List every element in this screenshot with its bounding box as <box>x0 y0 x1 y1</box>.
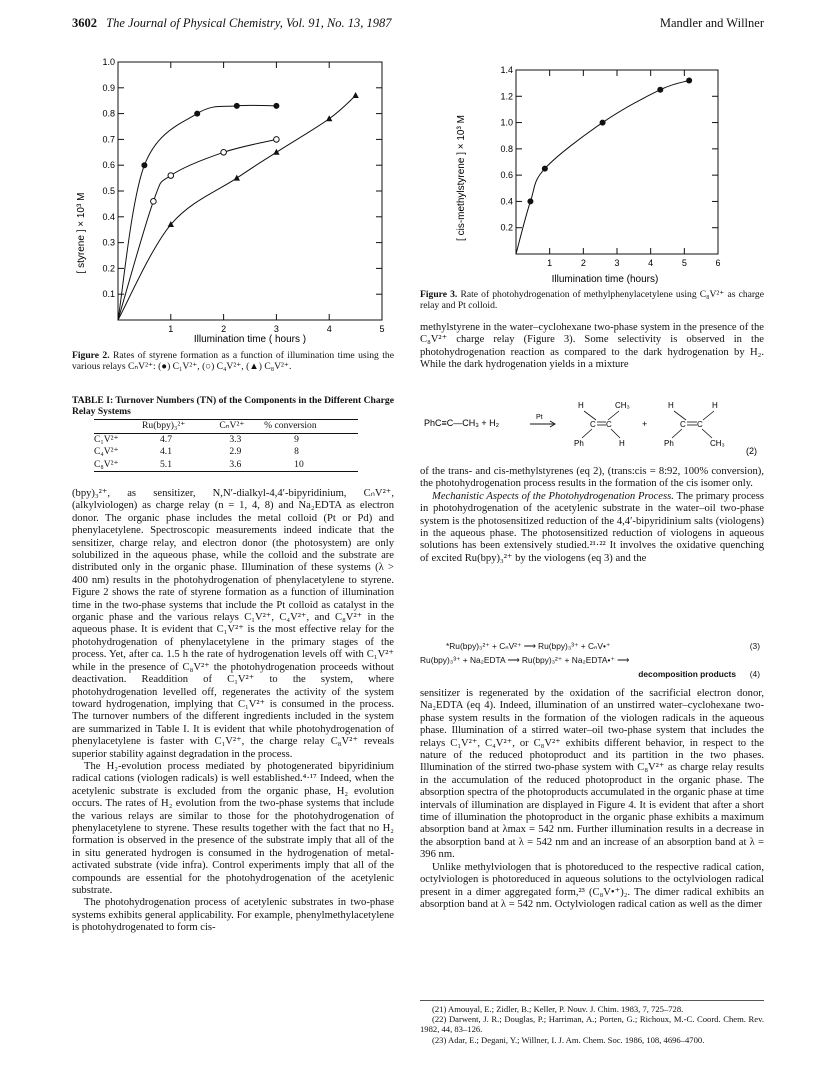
journal-title: The Journal of Physical Chemistry, Vol. 91, No. 13, 1987 <box>106 16 392 30</box>
eq4-number: (4) <box>749 669 760 679</box>
y-tick-label: 1.2 <box>500 91 513 102</box>
table-cell: 5.1 <box>160 458 172 470</box>
data-point <box>657 87 663 93</box>
eq2-catalyst: Pt <box>536 414 543 421</box>
table-header <box>94 420 142 433</box>
svg-text:H: H <box>619 439 625 448</box>
table-cell: C₈V²⁺ <box>94 458 119 470</box>
equation-4-products: decomposition products <box>638 669 736 679</box>
data-point <box>221 150 227 156</box>
reference-item: (23) Adar, E.; Degani, Y.; Willner, I. J. Am. Chem. Soc. 1986, 108, 4696–4700. <box>432 1034 705 1045</box>
page-header <box>72 16 764 34</box>
table-row <box>94 446 358 458</box>
paragraph: The H₂-evolution process mediated by photogenerated bipyridinium radical cations (viologen radicals) is well established.⁴·¹⁷ Indeed, when the acetylenic substrate is excluded from the organic phase, H₂ evolution occurs. The rates of H₂ evolution from the two-phase systems that include the various relays are similar to those for the photohydrogenation of phenylacetylene to styrene. These results together with the fact that no H₂ formation is observed in the presence of the substrate imply that all of the in situ generated hydrogen is consumed in the hydrogenation of metal-activated substrate (vide infra). Control experiments imply that all of the compounds are essential for the photohydrogenation of the acetylenic substrate. <box>72 760 394 896</box>
reference-item: (22) Darwent, J. R.; Douglas, P.; Harriman, A.; Porten, G.; Richoux, M.-C. Coord. Chem. Rev. 1982, 44, 83–126. <box>420 1014 764 1035</box>
reference-item: (21) Amouyal, E.; Zidler, B.; Keller, P. Nouv. J. Chim. 1983, 7, 725–728. <box>432 1004 684 1014</box>
paragraph: Unlike methylviologen that is photoreduced to the respective radical cation, octylviologen is photoreduced in aqueous solutions to the octylviologen radical present in a dimer aggregated form,²³ (C₈V•⁺)₂. The dimer radical exhibits an absorption band at λ = 542 nm. Octylviologen radical cation as well as the dimer <box>420 861 764 910</box>
y-tick-label: 0.4 <box>102 211 115 222</box>
y-tick-label: 0.8 <box>500 143 513 154</box>
left-column-text <box>72 488 394 935</box>
y-tick-label: 1.0 <box>102 57 115 67</box>
svg-text:CH₃: CH₃ <box>615 401 630 410</box>
paragraph <box>420 491 764 565</box>
svg-text:H: H <box>578 401 584 410</box>
x-tick-label: 1 <box>168 324 174 334</box>
table-1-title: TABLE I: Turnover Numbers (TN) of the Components in the Different Charge Relay Systems <box>72 395 394 418</box>
svg-text:H: H <box>668 401 674 410</box>
data-point <box>686 78 692 84</box>
data-point <box>527 198 533 204</box>
references <box>420 1000 764 1045</box>
data-point <box>168 173 174 179</box>
table-cell: 8 <box>294 446 299 458</box>
paragraph: of the trans- and cis-methylstyrenes (eq 2), (trans:cis = 8:92, 100% conversion), the photohydrogenation process results in the formation of the cis isomer only. <box>420 466 764 490</box>
cis-methylstyrene-structure <box>574 401 630 448</box>
table-cell: 4.7 <box>160 433 172 445</box>
y-tick-label: 0.9 <box>102 82 115 93</box>
table-cell: C₁V²⁺ <box>94 433 119 445</box>
table-cell: 3.3 <box>229 433 242 445</box>
data-point <box>141 162 147 168</box>
data-point <box>234 175 240 181</box>
authors: Mandler and Willner <box>659 16 764 30</box>
y-tick-label: 1.0 <box>500 117 513 128</box>
equation-3: *Ru(bpy)₃²⁺ + CₙV²⁺ ⟶ Ru(bpy)₃³⁺ + CₙV•⁺ <box>446 641 611 651</box>
plus-sign: + <box>642 419 648 429</box>
right-column-text-bottom <box>420 688 764 911</box>
y-tick-label: 0.8 <box>102 108 115 119</box>
data-point <box>326 115 332 121</box>
y-tick-label: 0.6 <box>102 160 115 171</box>
x-tick-label: 5 <box>379 324 385 334</box>
paragraph: sensitizer is regenerated by the oxidation of the sacrificial electron donor, Na₂EDTA (eq 4). Indeed, illumination of an unstirred water–cyclohexane two-phase system results in the formation of the viologen radicals in the aqueous phase. Illumination of a stirred water–oil two-phase system that includes the relays C₁V²⁺, C₄V²⁺, or C₈V²⁺ exhibits different behavior, in respect to the nature of the reduced photoproduct and its partition in the two phases. Illumination of the stirred two-phase system with C₈V²⁺ as charge relay results in the accumulation of the reduced photoproduct in the organic phase. The absorption spectra of the photoproducts accumulated in the organic phase at time intervals of illumination are displayed in Figure 4. It is evident that after a short time of illumination the photoproduct in the organic phase exhibits a maximum absorption band at λmax = 542 nm. Further illumination results in a decrease in the absorption band at λ = 542 nm and an increase of an absorption band at λ = 396 nm. <box>420 688 764 861</box>
figure-2-ylabel: [ styrene ] × 10³ M <box>76 192 87 274</box>
y-tick-label: 0.1 <box>102 289 115 300</box>
data-point <box>542 166 548 172</box>
series-line <box>118 96 356 320</box>
paragraph: (bpy)₃²⁺, as sensitizer, N,N′-dialkyl-4,4′-bipyridinium, CₙV²⁺, (alkylviologen) as charge relay (n = 1, 4, 8) and Na₂EDTA as electron donor. The organic phase includes the metal colloid (Pt or Pd) and phenylacetylene. Spectroscopic measurements indeed indicate that the sensitizer, charge relay, and electron donor (the photosystem) are only solubilized in the aqueous phase, while the colloid and the substrate are distributed only in the organic phase. Illumination of these systems (λ > 400 nm) results in the photohydrogenation of phenylacetylene to styrene. Figure 2 shows the rate of styrene formation as a function of illumination time in the two-phase systems that include the Pt colloid as catalyst in the organic phase and the various relays C₁V²⁺, C₄V²⁺, and C₈V²⁺ in the aqueous phase. It is evident that C₁V²⁺ is the most effective relay for the photohydrogenation of phenylacetylene in the primary stages of the process. Yet, after ca. 1.5 h the rate of hydrogenation levels off with C₁V²⁺ while in the presence of C₈V²⁺ the photohydrogenation proceeds without deactivation. Readdition of C₁V²⁺ to the system, where photohydrogenation levelled off, regenerates the activity of the system toward hydrogenation, implying that C₁V²⁺ is consumed in the process. The turnover numbers of the different ingredients included in the system are summarized in Table I. It is evident that while photohydrogenation of phenylacetylene is faster with C₁V²⁺, the charge relay C₈V²⁺ reveals superior stability against degradation in the process. <box>72 488 394 760</box>
figure-3-ylabel: [ cis-methylstyrene ] × 10³ M <box>456 115 467 241</box>
y-tick-label: 0.5 <box>102 186 115 196</box>
eq3-number: (3) <box>749 641 760 651</box>
table-cell: 2.9 <box>229 446 242 458</box>
table-header: Ru(bpy)₃²⁺ <box>142 420 186 432</box>
svg-text:Ph: Ph <box>664 439 674 448</box>
y-tick-label: 0.3 <box>102 237 115 248</box>
table-1 <box>72 395 394 472</box>
x-tick-label: 1 <box>547 258 553 268</box>
figure-2-caption-label: Figure 2. <box>72 350 110 361</box>
table-header: % conversion <box>264 420 317 432</box>
svg-text:C: C <box>697 420 703 429</box>
y-tick-label: 0.2 <box>500 222 513 233</box>
paragraph: The photohydrogenation process of acetylenic substrates in two-phase systems exhibits general applicability. For example, phenylmethylacetylene is photohydrogenated to form cis- <box>72 897 394 934</box>
table-cell: 10 <box>294 458 304 470</box>
table-row <box>94 433 358 446</box>
figure-2-chart <box>72 48 394 348</box>
table-cell: 4.1 <box>160 446 172 458</box>
table-cell: C₄V²⁺ <box>94 446 119 458</box>
eq2-reactants: PhC≡C—CH₃ + H₂ <box>424 418 500 428</box>
eq2-number: (2) <box>746 446 757 456</box>
figure-2-xlabel: Illumination time ( hours ) <box>193 334 307 345</box>
y-tick-label: 1.4 <box>500 65 513 75</box>
x-tick-label: 2 <box>580 258 586 268</box>
svg-text:CH₃: CH₃ <box>710 439 725 448</box>
table-row <box>94 459 358 472</box>
x-tick-label: 4 <box>326 324 332 334</box>
svg-text:Ph: Ph <box>574 439 584 448</box>
data-point <box>151 199 157 205</box>
data-point <box>273 149 279 155</box>
figure-3-caption <box>420 289 764 311</box>
equation-4: Ru(bpy)₃³⁺ + Na₂EDTA ⟶ Ru(bpy)₃²⁺ + Na₂EDTA•⁺ ⟶ <box>420 655 630 665</box>
table-cell: 9 <box>294 433 299 445</box>
svg-text:C: C <box>606 420 612 429</box>
x-tick-label: 5 <box>681 258 687 268</box>
data-point <box>352 92 358 98</box>
data-point <box>234 103 240 109</box>
svg-text:C: C <box>590 420 596 429</box>
x-tick-label: 3 <box>273 324 279 334</box>
x-tick-label: 6 <box>715 258 721 268</box>
figure-2-caption-text: Rates of styrene formation as a function of illumination time using the various relays CₙV²⁺: (●) C₁V²⁺, (○) C₄V²⁺, (▲) C₈V²⁺. <box>72 350 394 373</box>
series-line <box>118 105 276 320</box>
section-title: Mechanistic Aspects of the Photohydrogenation Process. <box>432 490 674 502</box>
x-tick-label: 3 <box>614 258 620 268</box>
data-point <box>194 111 200 117</box>
page-number: 3602 <box>72 16 97 30</box>
y-tick-label: 0.6 <box>500 170 513 181</box>
figure-2-caption <box>72 350 394 372</box>
data-point <box>600 120 606 126</box>
right-column-text-top <box>420 322 764 372</box>
figure-3-caption-label: Figure 3. <box>420 289 458 300</box>
x-tick-label: 2 <box>221 324 227 334</box>
trans-methylstyrene-structure <box>664 401 725 448</box>
equation-2 <box>420 396 764 458</box>
table-cell: 3.6 <box>229 458 242 470</box>
table-header: CₙV²⁺ <box>219 420 245 432</box>
data-point <box>274 137 280 143</box>
paragraph: methylstyrene in the water–cyclohexane two-phase system in the presence of the C₈V²⁺ charge relay (Figure 3). Some selectivity is observed in the photohydrogenation reaction as compared to the dark hydrogenation by H₂. While the dark hydrogenation yields in a mixture <box>420 322 764 371</box>
plot-frame <box>516 70 718 254</box>
figure-3-chart <box>450 48 730 288</box>
series-line <box>516 81 689 254</box>
equations-3-4 <box>420 640 764 682</box>
data-point <box>273 103 279 109</box>
y-tick-label: 0.7 <box>102 134 115 145</box>
right-column-text-middle <box>420 466 764 565</box>
y-tick-label: 0.2 <box>102 263 115 274</box>
svg-text:C: C <box>680 420 686 429</box>
svg-text:H: H <box>712 401 718 410</box>
figure-3-caption-text: Rate of photohydrogenation of methylphenylacetylene using C₈V²⁺ as charge relay and Pt colloid. <box>420 289 764 312</box>
paragraph-text: The primary process in photohydrogenation of the acetylenic substrate in the water–oil two-phase system is the photosensitized reduction of the 4,4′-bipyridinium salts (viologens) in the aqueous phase. The photosensitized reduction of viologens in aqueous solutions has been extensively studied.²¹·²² It involves the oxidative quenching of excited Ru(bpy)₃²⁺ by the viologens (eq 3) and the <box>420 490 764 564</box>
x-tick-label: 4 <box>648 258 654 268</box>
figure-3-xlabel: Illumination time (hours) <box>551 274 659 285</box>
y-tick-label: 0.4 <box>500 196 513 207</box>
